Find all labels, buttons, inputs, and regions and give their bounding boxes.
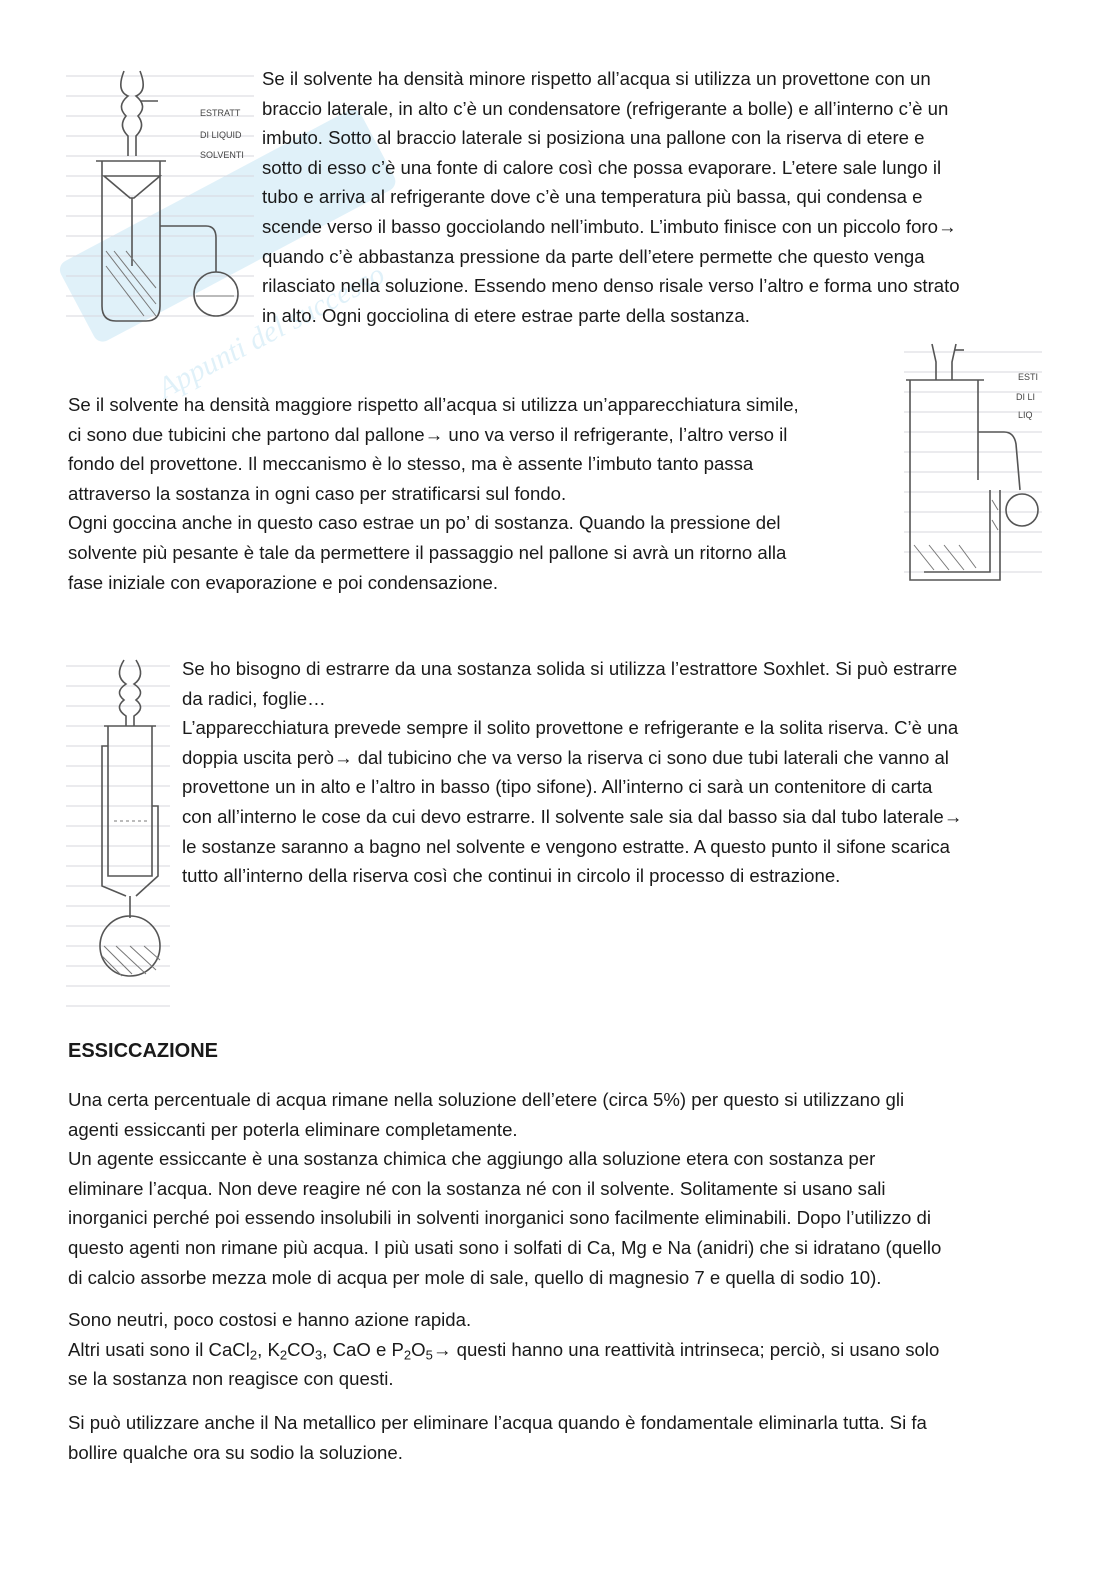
text-line: sotto di esso c’è una fonte di calore così che possa evaporare. L’etere sale lungo il xyxy=(262,156,942,178)
text-line: bollire qualche ora su sodio la soluzione. xyxy=(68,1441,403,1463)
text-line: Se il solvente ha densità minore rispetto all’acqua si utilizza un provettone con un xyxy=(262,68,931,89)
text-line: Se il solvente ha densità maggiore rispetto all’acqua si utilizza un’apparecchiatura simile, xyxy=(68,394,799,415)
section3-paragraph xyxy=(182,654,962,891)
text-line: tutto all’interno della riserva così che continui in circolo il processo di estrazione. xyxy=(182,865,841,887)
subscript: 5 xyxy=(425,1346,433,1362)
text-line: fondo del provettone. Il meccanismo è lo stesso, ma è assente l’imbuto tanto passa xyxy=(68,453,754,475)
text-line: quando c’è abbastanza pressione da parte dell’etere permette che questo venga xyxy=(262,245,925,267)
text-line: attraverso la sostanza in ogni caso per stratificarsi sul fondo. xyxy=(68,482,567,504)
text-line: di calcio assorbe mezza mole di acqua per mole di sale, quello di magnesio 7 e quella di sodio 10). xyxy=(68,1266,882,1288)
text-line: inorganici perché poi essendo insolubili in solventi inorganici sono facilmente eliminabili. Dopo l’utilizzo di xyxy=(68,1207,932,1229)
figure1-label-3: SOLVENTI xyxy=(200,150,244,160)
subscript: 3 xyxy=(315,1346,323,1362)
text-line: doppia uscita però→ dal tubicino che va verso la riserva ci sono due tubi laterali che vanno al xyxy=(182,746,949,768)
text-line: questo agenti non rimane più acqua. I più usati sono i solfati di Ca, Mg e Na (anidri) che si idratano (quello xyxy=(68,1236,942,1258)
essiccazione-paragraph-1 xyxy=(68,1085,941,1292)
text-line: tubo e arriva al refrigerante dove c’è una temperatura più bassa, qui condensa e xyxy=(262,186,923,208)
text-line: Se ho bisogno di estrarre da una sostanza solida si utilizza l’estrattore Soxhlet. Si può estrarre xyxy=(182,658,958,679)
text-line: ci sono due tubicini che partono dal pallone→ uno va verso il refrigerante, l’altro verso il xyxy=(68,423,788,445)
text-line: solvente più pesante è tale da permettere il passaggio nel pallone si avrà un ritorno alla xyxy=(68,541,787,563)
formula-text: O xyxy=(411,1338,426,1360)
essiccazione-paragraph-3 xyxy=(68,1408,927,1467)
formula-text: , K xyxy=(257,1338,280,1360)
text-line: con all’interno le cose da cui devo estrarre. Il solvente sale sia dal basso sia dal tubo laterale→ xyxy=(182,805,963,827)
text-line: da radici, foglie… xyxy=(182,687,326,709)
formula-text: → questi hanno una reattività intrinseca; perciò, si usano solo xyxy=(432,1338,940,1360)
figure2-label-3: LIQ xyxy=(1018,410,1033,420)
text-line: scende verso il basso gocciolando nell’imbuto. L’imbuto finisce con un piccolo foro→ xyxy=(262,215,957,237)
section-heading-essiccazione: ESSICCAZIONE xyxy=(68,1040,219,1062)
essiccazione-paragraph-2 xyxy=(68,1305,939,1394)
text-line: rilasciato nella soluzione. Essendo meno denso risale verso l’altro e forma uno strato xyxy=(262,275,960,297)
text-line: agenti essiccanti per poterla eliminare completamente. xyxy=(68,1118,518,1140)
text-line: provettone un in alto e l’altro in basso (tipo sifone). All’interno ci sarà un contenitore di carta xyxy=(182,776,933,798)
text-line: L’apparecchiatura prevede sempre il solito provettone e refrigerante e la solita riserva. C’è una xyxy=(182,717,959,739)
figure2-label-1: ESTI xyxy=(1018,372,1039,382)
text-line: Ogni goccina anche in questo caso estrae un po’ di sostanza. Quando la pressione del xyxy=(68,512,781,534)
text-line: se la sostanza non reagisce con questi. xyxy=(68,1368,394,1390)
text-line: braccio laterale, in alto c’è un condensatore (refrigerante a bolle) e all’interno c’è un xyxy=(262,97,949,119)
text-line-formula xyxy=(68,1335,939,1365)
formula-text: CO xyxy=(287,1338,315,1360)
text-line: eliminare l’acqua. Non deve reagire né con la sostanza né con il solvente. Solitamente si usano sali xyxy=(68,1177,886,1199)
text-line: imbuto. Sotto al braccio laterale si posiziona una pallone con la riserva di etere e xyxy=(262,127,925,149)
section1-paragraph xyxy=(262,64,960,330)
section2-paragraph xyxy=(68,390,799,597)
formula-text: , CaO e P xyxy=(322,1338,404,1360)
text-line: Una certa percentuale di acqua rimane nella soluzione dell’etere (circa 5%) per questo si utilizzano gli xyxy=(68,1089,905,1110)
subscript: 2 xyxy=(403,1346,412,1362)
text-line: in alto. Ogni gocciolina di etere estrae parte della sostanza. xyxy=(262,304,750,326)
watermark-text: Appunti del successo xyxy=(152,257,391,405)
figure1-label-1: ESTRATT xyxy=(200,108,241,118)
text-line: Si può utilizzare anche il Na metallico per eliminare l’acqua quando è fondamentale eliminarla tutta. Si fa xyxy=(68,1412,927,1433)
text-line: le sostanze saranno a bagno nel solvente e vengono estratte. A questo punto il sifone scarica xyxy=(182,835,951,857)
figure1-label-2: DI LIQUID xyxy=(200,130,242,140)
subscript: 2 xyxy=(249,1346,258,1362)
text-line: fase iniziale con evaporazione e poi condensazione. xyxy=(68,571,499,593)
figure-light-solvent-extractor xyxy=(66,66,254,328)
figure-heavy-solvent-extractor xyxy=(904,340,1042,592)
text-line: Un agente essiccante è una sostanza chimica che aggiungo alla soluzione etera con sostanza per xyxy=(68,1148,876,1170)
formula-text: Altri usati sono il CaCl xyxy=(68,1338,250,1360)
subscript: 2 xyxy=(279,1346,288,1362)
figure-soxhlet-extractor xyxy=(66,656,170,1010)
text-line: Sono neutri, poco costosi e hanno azione rapida. xyxy=(68,1309,472,1330)
figure2-label-2: DI LI xyxy=(1016,392,1036,402)
